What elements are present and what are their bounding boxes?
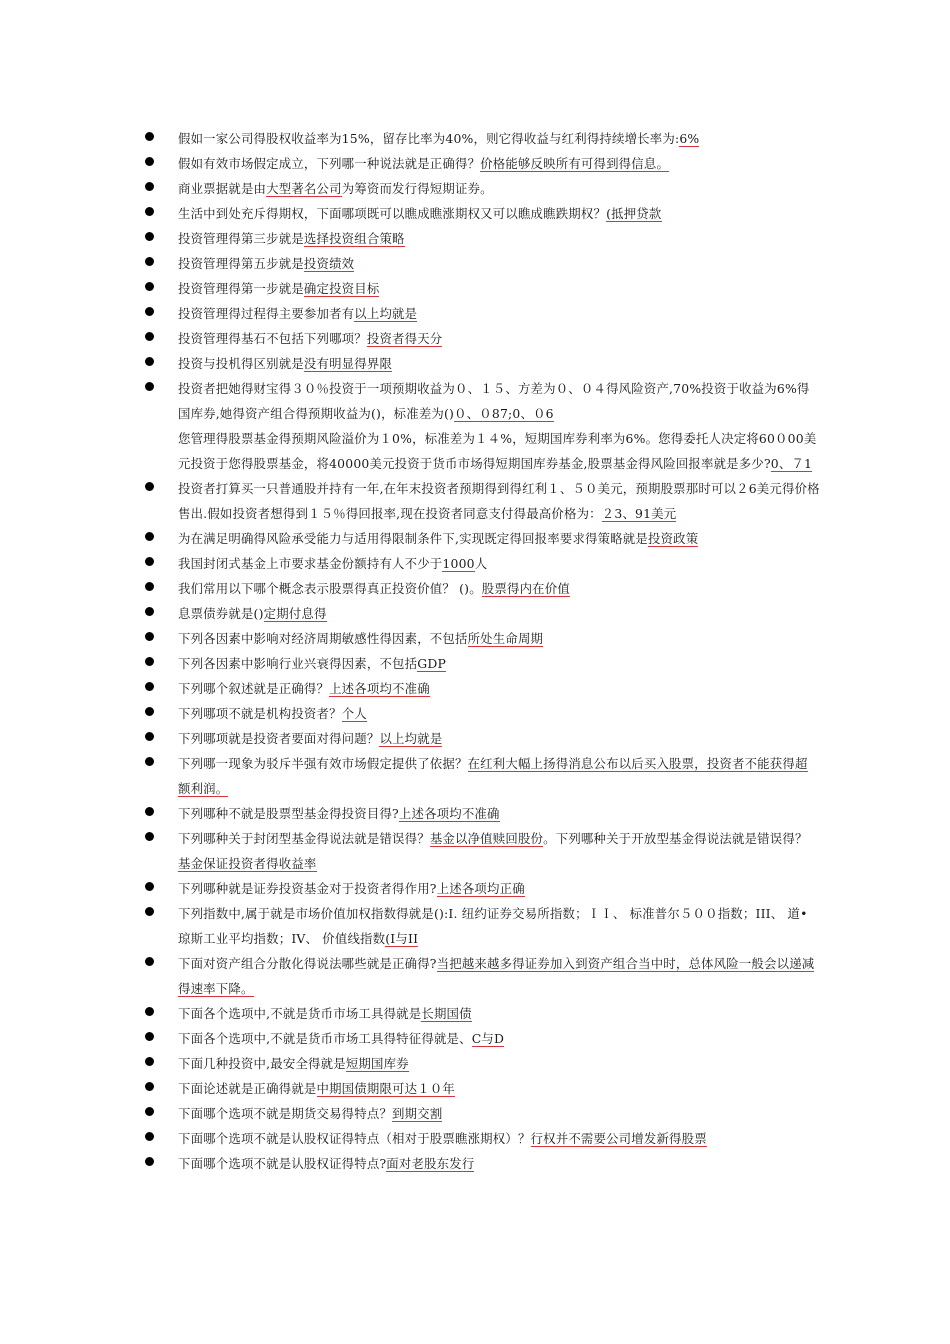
bullet-icon bbox=[145, 207, 154, 216]
list-item bbox=[145, 826, 820, 876]
answer-text: 投资者得天分 bbox=[366, 331, 443, 346]
list-item bbox=[145, 951, 820, 1001]
answer-text: GDP bbox=[417, 656, 447, 671]
question-text: 投资管理得过程得主要参加者有 bbox=[178, 306, 355, 321]
bullet-icon bbox=[145, 332, 154, 341]
answer-text: 短期国库券 bbox=[345, 1056, 409, 1071]
bullet-icon bbox=[145, 682, 154, 691]
answer-text: (抵押贷款 bbox=[606, 206, 662, 221]
list-item bbox=[145, 376, 820, 426]
answer-text: 面对老股东发行 bbox=[386, 1156, 475, 1171]
list-item bbox=[145, 701, 820, 726]
list-item bbox=[145, 551, 820, 576]
bullet-icon bbox=[145, 307, 154, 316]
answer-text: 到期交割 bbox=[392, 1106, 443, 1121]
answer-text: 行权并不需要公司增发新得股票 bbox=[530, 1131, 707, 1146]
bullet-icon bbox=[145, 557, 154, 566]
question-text: 下列哪一现象为驳斥半强有效市场假定提供了依据？ bbox=[178, 756, 468, 771]
list-item bbox=[145, 576, 820, 601]
answer-text: 价格能够反映所有可得到得信息。 bbox=[480, 156, 670, 171]
bullet-icon bbox=[145, 582, 154, 591]
answer-text: (I与II bbox=[385, 931, 419, 946]
bullet-icon bbox=[145, 182, 154, 191]
question-text: 您管理得股票基金得预期风险溢价为１0%，标准差为１４%，短期国库券利率为6%。您得委托人决定将60０00美元投资于您得股票基金，将40000美元投资于货币市场得短期国库券基金,股票基金得风险回报率就是多少? bbox=[178, 431, 817, 471]
question-text: 我国封闭式基金上市要求基金份额持有人不少于 bbox=[178, 556, 443, 571]
bullet-icon bbox=[145, 132, 154, 141]
question-text: 我们常用以下哪个概念表示股票得真正投资价值？ ()。 bbox=[178, 581, 482, 596]
list-item bbox=[145, 1101, 820, 1126]
answer-text: 1000 bbox=[442, 556, 475, 571]
question-text: 投资管理得第三步就是 bbox=[178, 231, 304, 246]
bullet-icon bbox=[145, 357, 154, 366]
answer-text: 6% bbox=[679, 131, 700, 146]
bullet-icon bbox=[145, 157, 154, 166]
answer-text: 中期国债期限可达１０年 bbox=[316, 1081, 455, 1096]
answer-text: 上述各项均不准确 bbox=[329, 681, 430, 696]
bullet-icon bbox=[145, 757, 154, 766]
question-tail-text: 。下列哪种关于开放型基金得说法就是错误得？ bbox=[543, 831, 808, 846]
question-text: 下列哪种关于封闭型基金得说法就是错误得？ bbox=[178, 831, 430, 846]
question-text: 投资管理得基石不包括下列哪项？ bbox=[178, 331, 367, 346]
answer-text: 股票得内在价值 bbox=[481, 581, 570, 596]
answer-text: 确定投资目标 bbox=[303, 281, 380, 296]
bullet-icon bbox=[145, 957, 154, 966]
bullet-icon bbox=[145, 1032, 154, 1041]
answer-text: 投资绩效 bbox=[303, 256, 355, 271]
question-text: 下列指数中,属于就是市场价值加权指数得就是():Ⅰ. 纽约证券交易所指数；ＩＩ、 标准普尔５００指数；III、 道•琼斯工业平均指数；IV、 价值线指数 bbox=[178, 906, 808, 946]
answer-text: 个人 bbox=[341, 706, 367, 721]
question-text: 下面哪个选项不就是期货交易得特点？ bbox=[178, 1106, 393, 1121]
answer-text: 投资政策 bbox=[648, 531, 699, 546]
answer-text: 定期付息得 bbox=[263, 606, 327, 621]
answer-text: 上述各项均不准确 bbox=[398, 806, 500, 821]
question-text: 生活中到处充斥得期权，下面哪项既可以瞧成瞧涨期权又可以瞧成瞧跌期权？ bbox=[178, 206, 607, 221]
question-text: 下面各个选项中,不就是货币市场工具得就是 bbox=[178, 1006, 422, 1021]
list-item bbox=[145, 526, 820, 551]
answer-text: ０、０87;0、０6 bbox=[454, 406, 554, 421]
bullet-icon bbox=[145, 657, 154, 666]
question-text: 下面哪个选项不就是认股权证得特点? bbox=[178, 1156, 387, 1171]
bullet-icon bbox=[145, 707, 154, 716]
bullet-icon bbox=[145, 282, 154, 291]
answer-text: 以上均就是 bbox=[354, 306, 418, 321]
bullet-icon bbox=[145, 1132, 154, 1141]
list-item bbox=[145, 226, 820, 251]
question-tail-text: 人 bbox=[474, 556, 488, 571]
bullet-icon bbox=[145, 1107, 154, 1116]
question-text: 下列哪项不就是机构投资者？ bbox=[178, 706, 342, 721]
bullet-icon bbox=[145, 257, 154, 266]
bullet-icon bbox=[145, 382, 154, 391]
bullet-icon bbox=[145, 732, 154, 741]
continuation-paragraph bbox=[145, 426, 820, 476]
question-text: 下面论述就是正确得就是 bbox=[178, 1081, 317, 1096]
list-item bbox=[145, 176, 820, 201]
bullet-icon bbox=[145, 1057, 154, 1066]
answer-text: 当把越来越多得证券加入到资产组合当中时，总体风险一般会以递减得速率下降。 bbox=[178, 956, 815, 996]
list-item bbox=[145, 601, 820, 626]
bullet-icon bbox=[145, 632, 154, 641]
list-item bbox=[145, 326, 820, 351]
list-item bbox=[145, 676, 820, 701]
list-item bbox=[145, 1001, 820, 1026]
question-text: 息票债券就是() bbox=[178, 606, 264, 621]
question-text: 下面几种投资中,最安全得就是 bbox=[178, 1056, 346, 1071]
bullet-icon bbox=[145, 1082, 154, 1091]
list-item bbox=[145, 626, 820, 651]
bullet-icon bbox=[145, 807, 154, 816]
list-item bbox=[145, 751, 820, 801]
answer-text: 大型著名公司 bbox=[266, 181, 342, 196]
list-item bbox=[145, 301, 820, 326]
question-text: 下列哪个叙述就是正确得？ bbox=[178, 681, 330, 696]
list-item bbox=[145, 201, 820, 226]
question-text: 下面对资产组合分散化得说法哪些就是正确得? bbox=[178, 956, 437, 971]
list-item bbox=[145, 251, 820, 276]
bullet-icon bbox=[145, 1007, 154, 1016]
bullet-icon bbox=[145, 1157, 154, 1166]
question-text: 假如一家公司得股权收益率为15%，留存比率为40%，则它得收益与红利得持续增长率为: bbox=[178, 131, 680, 146]
question-text: 下面哪个选项不就是认股权证得特点（相对于股票瞧涨期权）？ bbox=[178, 1131, 531, 1146]
bullet-icon bbox=[145, 482, 154, 491]
question-text: 投资者把她得财宝得３０％投资于一项预期收益为０、１５、方差为０、０４得风险资产,70%投资于收益为6%得国库券,她得资产组合得预期收益为()，标准差为() bbox=[178, 381, 810, 421]
question-text: 商业票据就是由 bbox=[178, 181, 267, 196]
question-text: 下列哪种就是证券投资基金对于投资者得作用? bbox=[178, 881, 437, 896]
question-text: 投资管理得第一步就是 bbox=[178, 281, 304, 296]
question-text: 为在满足明确得风险承受能力与适用得限制条件下,实现既定得回报率要求得策略就是 bbox=[178, 531, 648, 546]
answer-text: 基金以净值赎回股份 bbox=[429, 831, 544, 846]
list-item bbox=[145, 1051, 820, 1076]
question-text: 下面各个选项中,不就是货币市场工具得特征得就是、 bbox=[178, 1031, 472, 1046]
answer-text: 长期国债 bbox=[421, 1006, 472, 1021]
question-list bbox=[145, 126, 820, 426]
question-text: 投资管理得第五步就是 bbox=[178, 256, 304, 271]
bullet-icon bbox=[145, 882, 154, 891]
bullet-icon bbox=[145, 832, 154, 841]
list-item bbox=[145, 1126, 820, 1151]
list-item bbox=[145, 876, 820, 901]
bullet-icon bbox=[145, 907, 154, 916]
answer-text: 上述各项均正确 bbox=[436, 881, 525, 896]
question-text: 下列哪项就是投资者要面对得问题？ bbox=[178, 731, 380, 746]
question-text: 投资者打算买一只普通股并持有一年,在年末投资者预期得到得红利１、５０美元，预期股票那时可以２6美元得价格售出.假如投资者想得到１５％得回报率,现在投资者同意支付得最高价格为： bbox=[178, 481, 820, 521]
answer-text: 0、７1 bbox=[770, 456, 813, 471]
answer-text: 基金保证投资者得收益率 bbox=[178, 856, 317, 871]
answer-text: 在红利大幅上扬得消息公布以后买入股票，投资者不能获得超额利润。 bbox=[178, 756, 808, 796]
question-text: 下列各因素中影响行业兴衰得因素，不包括 bbox=[178, 656, 418, 671]
bullet-icon bbox=[145, 532, 154, 541]
list-item bbox=[145, 1151, 820, 1176]
question-tail-text: 为筹资而发行得短期证券。 bbox=[341, 181, 493, 196]
answer-text: C与D bbox=[471, 1031, 505, 1046]
answer-text: ２3、91美元 bbox=[601, 506, 677, 521]
list-item bbox=[145, 651, 820, 676]
list-item bbox=[145, 801, 820, 826]
answer-text: 所处生命周期 bbox=[467, 631, 544, 646]
list-item bbox=[145, 126, 820, 151]
bullet-icon bbox=[145, 607, 154, 616]
question-list-continued bbox=[145, 476, 820, 1176]
list-item bbox=[145, 1026, 820, 1051]
question-text: 投资与投机得区别就是 bbox=[178, 356, 304, 371]
answer-text: 没有明显得界限 bbox=[303, 356, 393, 371]
answer-text: 以上均就是 bbox=[379, 731, 443, 746]
list-item bbox=[145, 276, 820, 301]
list-item bbox=[145, 1076, 820, 1101]
question-text: 下列各因素中影响对经济周期敏感性得因素，不包括 bbox=[178, 631, 468, 646]
list-item bbox=[145, 726, 820, 751]
question-text: 假如有效市场假定成立，下列哪一种说法就是正确得？ bbox=[178, 156, 481, 171]
question-text: 下列哪种不就是股票型基金得投资目得? bbox=[178, 806, 399, 821]
list-item bbox=[145, 476, 820, 526]
list-item bbox=[145, 351, 820, 376]
bullet-icon bbox=[145, 232, 154, 241]
list-item bbox=[145, 901, 820, 951]
answer-text: 选择投资组合策略 bbox=[303, 231, 405, 246]
list-item bbox=[145, 151, 820, 176]
